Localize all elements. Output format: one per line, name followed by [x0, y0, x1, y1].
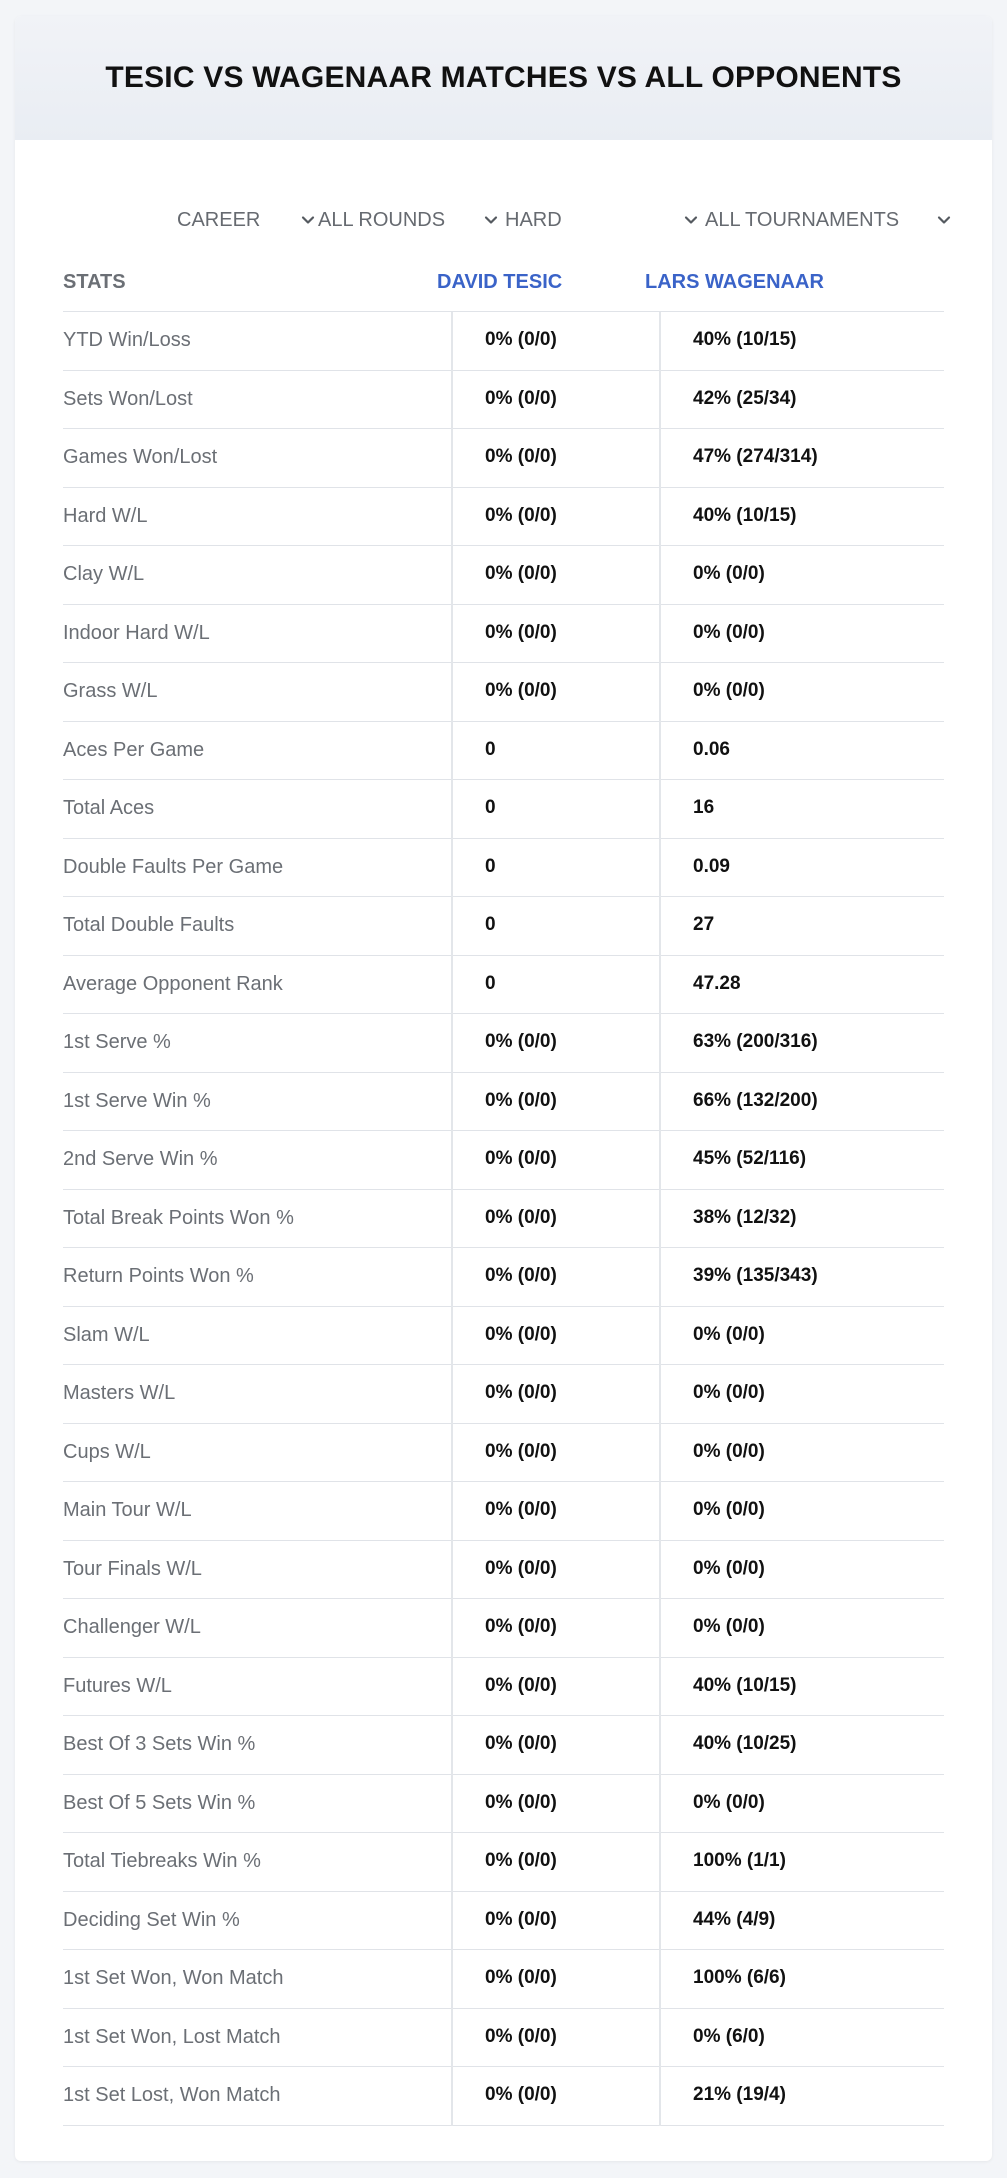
stat-label: 1st Set Won, Lost Match	[63, 2025, 281, 2048]
player1-value: 0% (0/0)	[485, 1908, 557, 1930]
table-body	[63, 312, 944, 2126]
player2-value: 0% (6/0)	[693, 2025, 765, 2047]
player2-value: 0% (0/0)	[693, 563, 765, 584]
stats-table	[63, 254, 944, 2126]
chevron-down-icon	[299, 211, 317, 229]
player1-value: 0% (0/0)	[485, 621, 557, 643]
surface-select-value: HARD	[505, 208, 562, 231]
player1-value: 0% (0/0)	[485, 1323, 557, 1345]
table-row	[63, 1775, 944, 1834]
stat-label: Total Break Points Won %	[63, 1206, 294, 1229]
stat-label: Double Faults Per Game	[63, 855, 284, 878]
table-row	[63, 1190, 944, 1249]
table-row	[63, 1833, 944, 1892]
player1-value: 0% (0/0)	[485, 1557, 557, 1579]
tournament-select-value: ALL TOURNAMENTS	[705, 208, 900, 231]
table-row	[63, 2067, 944, 2126]
player2-value: 47.28	[693, 972, 741, 994]
table-row	[63, 1307, 944, 1366]
chevron-down-icon	[482, 211, 500, 229]
table-row	[63, 1892, 944, 1951]
table-header	[63, 254, 944, 312]
player2-value: 42% (25/34)	[693, 387, 797, 409]
tournament-select[interactable]	[705, 200, 953, 240]
chevron-down-icon	[935, 211, 953, 229]
stat-label: Games Won/Lost	[63, 446, 218, 468]
player1-value: 0% (0/0)	[485, 1674, 557, 1696]
table-row	[63, 1541, 944, 1600]
table-row	[63, 1131, 944, 1190]
table-row	[63, 2009, 944, 2068]
table-row	[63, 1365, 944, 1424]
player2-value: 40% (10/15)	[693, 329, 797, 350]
player1-value: 0	[485, 797, 496, 818]
table-row	[63, 1658, 944, 1717]
table-row	[63, 605, 944, 664]
player2-value: 16	[693, 797, 715, 818]
column-header-player1[interactable]: DAVID TESIC	[437, 271, 563, 293]
player1-value: 0	[485, 855, 496, 877]
player2-value: 44% (4/9)	[693, 1908, 776, 1930]
table-row	[63, 1073, 944, 1132]
player1-value: 0% (0/0)	[485, 1850, 557, 1871]
table-row	[63, 1950, 944, 2009]
stat-label: Tour Finals W/L	[63, 1557, 202, 1580]
player2-value: 40% (10/15)	[693, 1674, 797, 1696]
player1-value: 0% (0/0)	[485, 1265, 557, 1286]
page-title: TESIC VS WAGENAAR MATCHES VS ALL OPPONENTS	[105, 61, 902, 94]
player1-value: 0% (0/0)	[485, 1206, 557, 1228]
column-header-stats: STATS	[63, 271, 126, 293]
table-row	[63, 722, 944, 781]
player1-value: 0% (0/0)	[485, 446, 557, 467]
stat-label: Indoor Hard W/L	[63, 621, 210, 644]
player1-value: 0	[485, 972, 496, 994]
period-select-value: CAREER	[177, 208, 261, 231]
player2-value: 0% (0/0)	[693, 1323, 765, 1345]
player1-value: 0% (0/0)	[485, 1967, 557, 1988]
stat-label: 1st Serve Win %	[63, 1089, 211, 1112]
player2-value: 40% (10/15)	[693, 504, 797, 526]
table-row	[63, 956, 944, 1015]
card-header	[15, 16, 992, 140]
player1-value: 0% (0/0)	[485, 680, 557, 701]
player1-value: 0% (0/0)	[485, 2025, 557, 2047]
player2-value: 0.06	[693, 738, 730, 760]
player1-value: 0% (0/0)	[485, 1616, 557, 1637]
stat-label: Deciding Set Win %	[63, 1908, 240, 1931]
player1-value: 0	[485, 914, 496, 935]
stat-label: 1st Set Won, Won Match	[63, 1967, 284, 1989]
player1-value: 0% (0/0)	[485, 1031, 557, 1052]
column-divider	[451, 312, 453, 2126]
table-row	[63, 780, 944, 839]
player1-value: 0% (0/0)	[485, 1499, 557, 1520]
stat-label: Challenger W/L	[63, 1616, 201, 1638]
column-divider	[659, 312, 661, 2126]
player1-value: 0% (0/0)	[485, 1791, 557, 1813]
player2-value: 66% (132/200)	[693, 1089, 818, 1111]
filter-bar	[15, 188, 992, 254]
stat-label: Clay W/L	[63, 563, 145, 585]
player1-value: 0% (0/0)	[485, 563, 557, 584]
column-header-player2[interactable]: LARS WAGENAAR	[645, 271, 824, 293]
player2-value: 38% (12/32)	[693, 1206, 797, 1228]
player2-value: 0% (0/0)	[693, 1499, 765, 1520]
player1-value: 0% (0/0)	[485, 1733, 557, 1754]
table-row	[63, 488, 944, 547]
stat-label: Masters W/L	[63, 1382, 176, 1404]
table-row	[63, 546, 944, 605]
player1-value: 0% (0/0)	[485, 329, 557, 350]
player2-value: 39% (135/343)	[693, 1265, 818, 1286]
table-row	[63, 1014, 944, 1073]
period-select[interactable]	[177, 200, 317, 240]
stat-label: Slam W/L	[63, 1323, 150, 1346]
stat-label: Best Of 5 Sets Win %	[63, 1791, 256, 1814]
player2-value: 0% (0/0)	[693, 680, 765, 701]
player2-value: 0% (0/0)	[693, 1791, 765, 1813]
player2-value: 21% (19/4)	[693, 2084, 786, 2105]
table-row	[63, 312, 944, 371]
player2-value: 0% (0/0)	[693, 621, 765, 643]
stat-label: Sets Won/Lost	[63, 387, 193, 410]
player2-value: 0.09	[693, 855, 730, 877]
player2-value: 0% (0/0)	[693, 1616, 765, 1637]
stat-label: Main Tour W/L	[63, 1499, 192, 1521]
stat-label: Return Points Won %	[63, 1265, 254, 1287]
table-row	[63, 429, 944, 488]
stat-label: Total Aces	[63, 797, 155, 819]
table-row	[63, 897, 944, 956]
player2-value: 27	[693, 914, 715, 935]
table-row	[63, 1482, 944, 1541]
player2-value: 100% (1/1)	[693, 1850, 786, 1871]
stat-label: Futures W/L	[63, 1674, 172, 1697]
table-row	[63, 1424, 944, 1483]
table-row	[63, 1599, 944, 1658]
player1-value: 0% (0/0)	[485, 1148, 557, 1169]
stat-label: Average Opponent Rank	[63, 972, 283, 995]
stat-label: Total Double Faults	[63, 914, 235, 936]
table-row	[63, 1248, 944, 1307]
table-row	[63, 1716, 944, 1775]
stat-label: 1st Serve %	[63, 1031, 171, 1053]
player2-value: 45% (52/116)	[693, 1148, 807, 1169]
player2-value: 40% (10/25)	[693, 1733, 797, 1754]
player1-value: 0% (0/0)	[485, 504, 557, 526]
surface-select[interactable]	[505, 200, 700, 240]
chevron-down-icon	[682, 211, 700, 229]
player1-value: 0% (0/0)	[485, 1382, 557, 1403]
stat-label: Total Tiebreaks Win %	[63, 1850, 261, 1872]
player1-value: 0% (0/0)	[485, 1440, 557, 1462]
player2-value: 0% (0/0)	[693, 1440, 765, 1462]
player2-value: 47% (274/314)	[693, 446, 818, 467]
stat-label: YTD Win/Loss	[63, 329, 191, 351]
player1-value: 0% (0/0)	[485, 1089, 557, 1111]
player2-value: 0% (0/0)	[693, 1382, 765, 1403]
stat-label: Hard W/L	[63, 504, 148, 527]
round-select[interactable]	[318, 200, 500, 240]
stat-label: Cups W/L	[63, 1440, 151, 1463]
stat-label: Grass W/L	[63, 680, 158, 702]
round-select-value: ALL ROUNDS	[318, 208, 446, 231]
table-row	[63, 839, 944, 898]
player1-value: 0% (0/0)	[485, 387, 557, 409]
table-row	[63, 663, 944, 722]
stat-label: Best Of 3 Sets Win %	[63, 1733, 256, 1755]
stats-card	[15, 16, 992, 2161]
player2-value: 0% (0/0)	[693, 1557, 765, 1579]
player2-value: 63% (200/316)	[693, 1031, 818, 1052]
player1-value: 0% (0/0)	[485, 2084, 557, 2105]
table-row	[63, 371, 944, 430]
stat-label: 2nd Serve Win %	[63, 1148, 218, 1170]
stat-label: 1st Set Lost, Won Match	[63, 2084, 281, 2106]
player2-value: 100% (6/6)	[693, 1967, 786, 1988]
player1-value: 0	[485, 738, 496, 760]
stat-label: Aces Per Game	[63, 738, 205, 761]
